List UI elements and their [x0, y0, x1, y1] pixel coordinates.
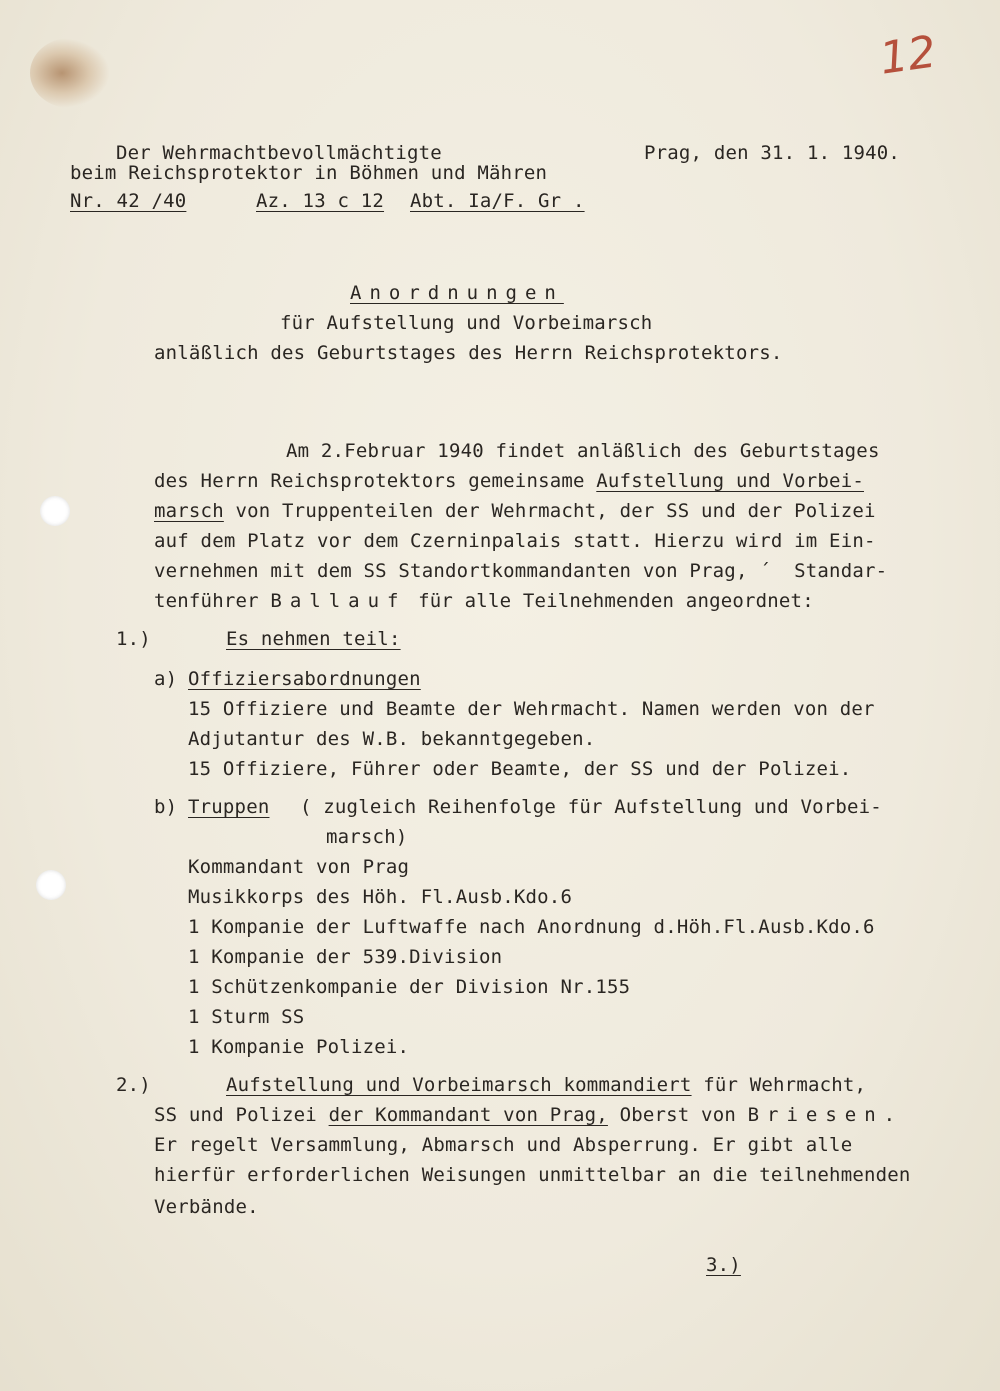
section-1-number: 1.) — [116, 628, 151, 650]
item-a-line-1: 15 Offiziere und Beamte der Wehrmacht. Namen werden von der — [188, 698, 875, 720]
intro-line-1: Am 2.Februar 1940 findet anläßlich des Geburtstages — [286, 440, 880, 462]
intro-line-2: des Herrn Reichsprotektors gemeinsame Aufstellung und Vorbei- — [154, 470, 864, 492]
burn-stain — [30, 38, 110, 108]
reference-department: Abt. Ia/F. Gr . — [410, 190, 585, 212]
troop-item: Kommandant von Prag — [188, 856, 410, 878]
intro-line-3: marsch von Truppenteilen der Wehrmacht, der SS und der Polizei — [154, 500, 876, 522]
troop-item: 1 Kompanie der Luftwaffe nach Anordnung d.Höh.Fl.Ausb.Kdo.6 — [188, 916, 875, 938]
intro-line-5: vernehmen mit dem SS Standortkommandanten von Prag, ´ Standar- — [154, 560, 888, 582]
page-annotation: 12 — [876, 26, 940, 85]
title-line-2: für Aufstellung und Vorbeimarsch — [280, 312, 653, 334]
troop-item: 1 Schützenkompanie der Division Nr.155 — [188, 976, 631, 998]
item-b-heading: Truppen — [188, 796, 270, 818]
authority-line-1: Der Wehrmachtbevollmächtigte — [116, 142, 442, 164]
item-b-note-1: ( zugleich Reihenfolge für Aufstellung und Vorbei- — [300, 796, 882, 818]
troop-item: 1 Sturm SS — [188, 1006, 305, 1028]
authority-line-2: beim Reichsprotektor in Böhmen und Mähren — [70, 162, 548, 184]
title-line-3: anläßlich des Geburtstages des Herrn Reichsprotektors. — [154, 342, 783, 364]
document-heading: Anordnungen — [350, 282, 564, 304]
intro-line-6: tenführer Ballauf für alle Teilnehmenden angeordnet: — [154, 590, 814, 612]
place-date: Prag, den 31. 1. 1940. — [644, 142, 901, 164]
section-2-line-5: Verbände. — [154, 1196, 259, 1218]
section-2-line-2: SS und Polizei der Kommandant von Prag, Oberst von Briesen. — [154, 1104, 904, 1126]
section-1-heading: Es nehmen teil: — [226, 628, 401, 650]
item-a-heading: Offiziersabordnungen — [188, 668, 421, 690]
section-2-number: 2.) — [116, 1074, 151, 1096]
item-a-line-2: Adjutantur des W.B. bekanntgegeben. — [188, 728, 596, 750]
section-2-line-3: Er regelt Versammlung, Abmarsch und Absperrung. Er gibt alle — [154, 1134, 853, 1156]
punch-hole-upper — [40, 496, 70, 526]
item-b-label: b) — [154, 796, 178, 818]
reference-number: Nr. 42 /40 — [70, 190, 187, 212]
item-a-line-3: 15 Offiziere, Führer oder Beamte, der SS und der Polizei. — [188, 758, 852, 780]
troop-item: 1 Kompanie Polizei. — [188, 1036, 410, 1058]
section-2-line-4: hierfür erforderlichen Weisungen unmittelbar an die teilnehmenden — [154, 1164, 911, 1186]
troop-item: 1 Kompanie der 539.Division — [188, 946, 503, 968]
item-a-label: a) — [154, 668, 178, 690]
item-b-note-2: marsch) — [326, 826, 408, 848]
reference-az: Az. 13 c 12 — [256, 190, 385, 212]
section-2-line-1: Aufstellung und Vorbeimarsch kommandiert für Wehrmacht, — [226, 1074, 867, 1096]
intro-line-4: auf dem Platz vor dem Czerninpalais statt. Hierzu wird im Ein- — [154, 530, 876, 552]
next-page-marker: 3.) — [706, 1254, 741, 1276]
troop-item: Musikkorps des Höh. Fl.Ausb.Kdo.6 — [188, 886, 573, 908]
punch-hole-lower — [36, 870, 66, 900]
